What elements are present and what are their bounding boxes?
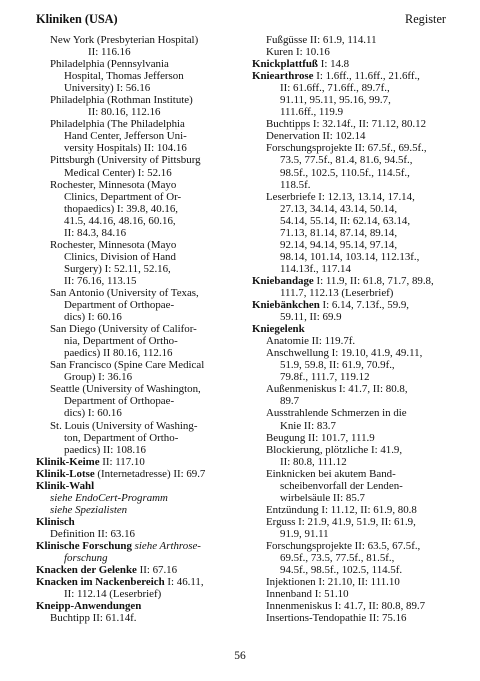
index-column-left	[36, 34, 254, 624]
index-entry-line	[36, 347, 254, 359]
index-entry-line	[36, 371, 254, 383]
index-text: New York (Presbyterian Hospital)	[50, 34, 199, 46]
index-text: Surgery) I: 52.11, 52.16,	[64, 262, 171, 275]
cross-reference: siehe Arthrose-	[134, 539, 201, 552]
index-entry-line	[36, 395, 254, 407]
index-entry-line	[36, 492, 254, 504]
index-entry-line	[36, 504, 254, 516]
index-text: Innenband I: 51.10	[266, 588, 349, 601]
index-text: Philadelphia (Rothman Institute)	[50, 94, 193, 107]
index-headword-line	[36, 456, 254, 468]
index-text: Hand Center, Jefferson Uni-	[64, 130, 187, 143]
index-text: Rochester, Minnesota (Mayo	[50, 238, 177, 251]
index-entry-line	[36, 251, 254, 263]
index-entry-line	[252, 347, 452, 359]
index-text: scheibenvorfall der Lenden-	[280, 479, 403, 492]
index-term: Knickplattfuß	[252, 58, 318, 71]
index-entry-line	[252, 106, 452, 118]
index-text: Buchtipp II: 61.14f.	[50, 612, 137, 625]
index-text: 91.11, 95.11, 95.16, 99.7,	[280, 94, 391, 107]
index-entry-line	[252, 251, 452, 263]
index-headword-line	[36, 468, 254, 480]
index-entry-line	[252, 215, 452, 227]
index-entry-line	[36, 34, 254, 46]
index-entry-line	[252, 528, 452, 540]
index-text: Kuren I: 10.16	[266, 46, 330, 59]
index-headword-line	[36, 480, 254, 492]
index-entry-line	[36, 311, 254, 323]
index-text: paedics) II 80.16, 112.16	[64, 347, 173, 360]
index-text: nia, Department of Ortho-	[64, 335, 178, 348]
index-text: 111.6ff., 119.9	[280, 106, 344, 119]
index-text: II: 76.16, 113.15	[64, 274, 137, 287]
index-headword-line	[252, 275, 452, 287]
index-entry-line	[252, 203, 452, 215]
index-text: Innenmeniskus I: 41.7, II: 80.8, 89.7	[266, 600, 426, 613]
index-entry-line	[36, 359, 254, 371]
index-text: University) I: 56.16	[64, 82, 151, 95]
index-entry-line	[252, 82, 452, 94]
index-headword-line	[36, 600, 254, 612]
index-text: 98.5f., 102.5, 110.5f., 114.5f.,	[280, 166, 410, 179]
index-entry-line	[36, 154, 254, 166]
index-term: Klinik-Keime	[36, 455, 100, 468]
index-text: Clinics, Division of Hand	[64, 250, 176, 263]
index-text: II: 112.14 (Leserbrief)	[64, 588, 162, 601]
index-entry-line	[252, 468, 452, 480]
index-entry-line	[252, 287, 452, 299]
index-entry-line	[252, 335, 452, 347]
index-text: thopaedics) I: 39.8, 40.16,	[64, 202, 179, 215]
index-text: Philadelphia (The Philadelphia	[50, 118, 185, 131]
index-entry-line	[252, 154, 452, 166]
index-headword-line	[252, 70, 452, 82]
index-headword-line	[252, 323, 452, 335]
index-text: Fußgüsse II: 61.9, 114.11	[266, 34, 377, 46]
index-entry-line	[252, 588, 452, 600]
index-headword-line	[252, 299, 452, 311]
index-text: 89.7	[280, 395, 300, 408]
index-entry-line	[252, 383, 452, 395]
index-entry-line	[36, 167, 254, 179]
index-text: versity Hospitals) II: 104.16	[64, 142, 187, 155]
index-entry-line	[36, 552, 254, 564]
index-text: Knie II: 83.7	[280, 419, 336, 432]
index-text: Forschungsprojekte II: 63.5, 67.5f.,	[266, 539, 421, 552]
index-text: San Francisco (Spine Care Medical	[50, 359, 205, 372]
index-text: Beugung II: 101.7, 111.9	[266, 431, 375, 444]
index-term: Knacken der Gelenke	[36, 564, 137, 577]
index-text: 71.13, 81.14, 87.14, 89.14,	[280, 226, 398, 239]
index-text: I: 1.6ff., 11.6ff., 21.6ff.,	[313, 70, 420, 83]
index-headword-line	[36, 540, 254, 552]
index-entry-line	[36, 130, 254, 142]
index-text: Buchtipps I: 32.14f., II: 71.12, 80.12	[266, 118, 427, 131]
index-text: 91.9, 91.11	[280, 527, 329, 540]
index-entry-line	[36, 588, 254, 600]
cross-reference: forschung	[64, 552, 108, 565]
index-term: Klinik-Wahl	[36, 479, 95, 492]
index-entry-line	[36, 203, 254, 215]
index-text: II: 67.16	[136, 564, 178, 577]
index-entry-line	[36, 275, 254, 287]
index-text: Insertions-Tendopathie II: 75.16	[266, 612, 407, 625]
index-text: 92.14, 94.14, 95.14, 97.14,	[280, 238, 398, 251]
index-text: II: 80.16, 112.16	[88, 106, 161, 119]
index-term: Kniearthrose	[252, 70, 314, 83]
index-text: Definition II: 63.16	[50, 527, 135, 540]
index-entry-line	[36, 528, 254, 540]
index-entry-line	[36, 70, 254, 82]
index-column-right	[252, 34, 452, 624]
index-headword-line	[252, 58, 452, 70]
cross-reference: siehe EndoCert-Programm	[50, 491, 168, 504]
index-text: Blockierung, plötzliche I: 41.9,	[266, 443, 403, 456]
index-text: I: 6.14, 7.13f., 59.9,	[319, 299, 410, 312]
index-entry-line	[252, 179, 452, 191]
index-entry-line	[252, 432, 452, 444]
index-entry-line	[252, 576, 452, 588]
index-text: dics) I: 60.16	[64, 311, 122, 324]
index-text: Medical Center) I: 52.16	[64, 166, 172, 179]
index-entry-line	[36, 323, 254, 335]
index-headword-line	[36, 516, 254, 528]
index-entry-line	[252, 540, 452, 552]
index-entry-line	[252, 191, 452, 203]
index-entry-line	[252, 142, 452, 154]
index-entry-line	[252, 34, 452, 46]
index-entry-line	[252, 407, 452, 419]
index-entry-line	[252, 552, 452, 564]
index-text: Group) I: 36.16	[64, 371, 133, 384]
index-entry-line	[36, 444, 254, 456]
running-header	[36, 11, 446, 27]
index-text: Ausstrahlende Schmerzen in die	[266, 407, 407, 420]
index-text: II: 84.3, 84.16	[64, 226, 127, 239]
index-headword-line	[36, 564, 254, 576]
index-text: 54.14, 55.14, II: 62.14, 63.14,	[280, 214, 411, 227]
index-term: Klinik-Lotse	[36, 467, 95, 480]
index-term: Knacken im Nackenbereich	[36, 576, 165, 589]
index-entry-line	[252, 130, 452, 142]
index-text: I: 14.8	[317, 58, 350, 71]
index-term: Klinische Forschung	[36, 539, 132, 552]
index-entry-line	[252, 239, 452, 251]
index-text: II: 117.10	[99, 455, 145, 468]
index-entry-line	[36, 179, 254, 191]
index-entry-line	[252, 420, 452, 432]
index-entry-line	[252, 444, 452, 456]
index-entry-line	[252, 46, 452, 58]
index-text: 69.5f., 73.5, 77.5f., 81.5f.,	[280, 552, 395, 565]
index-entry-line	[36, 94, 254, 106]
index-text: 111.7, 112.13 (Leserbrief)	[280, 286, 394, 299]
index-text: San Antonio (University of Texas,	[50, 286, 199, 299]
index-entry-line	[252, 480, 452, 492]
index-text: 73.5, 77.5f., 81.4, 81.6, 94.5f.,	[280, 154, 413, 167]
index-entry-line	[252, 227, 452, 239]
index-entry-line	[252, 359, 452, 371]
index-entry-line	[36, 227, 254, 239]
index-entry-line	[36, 335, 254, 347]
index-entry-line	[252, 94, 452, 106]
index-text: Injektionen I: 21.10, II: 111.10	[266, 576, 400, 589]
index-text: Außenmeniskus I: 41.7, II: 80.8,	[266, 383, 408, 396]
index-text: Philadelphia (Pennsylvania	[50, 58, 169, 71]
index-text: Denervation II: 102.14	[266, 130, 366, 143]
index-entry-line	[252, 516, 452, 528]
index-entry-line	[252, 263, 452, 275]
index-text: I: 46.11,	[164, 576, 204, 589]
index-text: Rochester, Minnesota (Mayo	[50, 178, 177, 191]
index-text: II: 116.16	[88, 46, 131, 59]
index-entry-line	[252, 167, 452, 179]
index-text: 79.8f., 111.7, 119.12	[280, 371, 370, 384]
index-text: 118.5f.	[280, 178, 311, 191]
index-headword-line	[36, 576, 254, 588]
index-entry-line	[252, 456, 452, 468]
index-entry-line	[252, 564, 452, 576]
index-entry-line	[36, 420, 254, 432]
index-entry-line	[36, 299, 254, 311]
index-term: Kniebänkchen	[252, 299, 320, 312]
index-entry-line	[36, 612, 254, 624]
index-term: Kniebandage	[252, 274, 314, 287]
index-text: Anatomie II: 119.7f.	[266, 335, 356, 348]
index-text: I: 11.9, II: 61.8, 71.7, 89.8,	[313, 274, 434, 287]
index-text: Department of Orthopae-	[64, 395, 175, 408]
index-entry-line	[36, 106, 254, 118]
index-text: 51.9, 59.8, II: 61.9, 70.9f.,	[280, 359, 395, 372]
index-entry-line	[36, 407, 254, 419]
index-text: Einknicken bei akutem Band-	[266, 467, 396, 480]
index-text: San Diego (University of Califor-	[50, 323, 197, 336]
index-text: Leserbriefe I: 12.13, 13.14, 17.14,	[266, 190, 415, 203]
index-text: 41.5, 44.16, 48.16, 60.16,	[64, 214, 176, 227]
index-text: (Internetadresse) II: 69.7	[94, 467, 206, 480]
index-entry-line	[36, 432, 254, 444]
index-text: 27.13, 34.14, 43.14, 50.14,	[280, 202, 398, 215]
index-entry-line	[36, 142, 254, 154]
index-term: Kneipp-Anwendungen	[36, 600, 142, 613]
index-text: II: 61.6ff., 71.6ff., 89.7f.,	[280, 82, 390, 95]
index-entry-line	[36, 82, 254, 94]
index-text: wirbelsäule II: 85.7	[280, 491, 365, 504]
index-entry-line	[36, 46, 254, 58]
index-text: 59.11, II: 69.9	[280, 311, 342, 324]
index-text: dics) I: 60.16	[64, 407, 122, 420]
index-term: Klinisch	[36, 515, 75, 528]
index-entry-line	[252, 600, 452, 612]
index-text: Entzündung I: 11.12, II: 61.9, 80.8	[266, 503, 417, 516]
index-text: Clinics, Department of Or-	[64, 190, 182, 203]
index-entry-line	[252, 492, 452, 504]
index-text: Hospital, Thomas Jefferson	[64, 70, 184, 83]
index-text: Forschungsprojekte II: 67.5f., 69.5f.,	[266, 142, 427, 155]
index-text: Department of Orthopae-	[64, 299, 175, 312]
index-text: ton, Department of Ortho-	[64, 431, 179, 444]
index-term: Kniegelenk	[252, 323, 305, 336]
index-entry-line	[252, 612, 452, 624]
index-text: Pittsburgh (University of Pittsburg	[50, 154, 201, 167]
page-number: 56	[234, 650, 246, 662]
index-entry-line	[36, 58, 254, 70]
index-entry-line	[36, 215, 254, 227]
index-entry-line	[36, 118, 254, 130]
index-text: St. Louis (University of Washing-	[50, 419, 198, 432]
index-text: Seattle (University of Washington,	[50, 383, 201, 396]
index-entry-line	[36, 239, 254, 251]
index-entry-line	[36, 383, 254, 395]
index-entry-line	[252, 504, 452, 516]
index-entry-line	[36, 287, 254, 299]
index-text: Erguss I: 21.9, 41.9, 51.9, II: 61.9,	[266, 515, 416, 528]
index-entry-line	[36, 191, 254, 203]
index-text: 98.14, 101.14, 103.14, 112.13f.,	[280, 250, 420, 263]
index-text: Anschwellung I: 19.10, 41.9, 49.11,	[266, 347, 423, 360]
index-entry-line	[252, 311, 452, 323]
index-text: 94.5f., 98.5f., 102.5, 114.5f.	[280, 564, 403, 577]
running-header-label: Register	[405, 12, 446, 26]
index-entry-line	[252, 395, 452, 407]
index-text: 114.13f., 117.14	[280, 262, 351, 275]
index-text: II: 80.8, 111.12	[280, 455, 347, 468]
running-header-section: Kliniken (USA)	[36, 12, 118, 26]
index-entry-line	[36, 263, 254, 275]
index-entry-line	[252, 371, 452, 383]
index-entry-line	[252, 118, 452, 130]
index-text: paedics) II: 108.16	[64, 443, 146, 456]
cross-reference: siehe Spezialisten	[50, 503, 128, 516]
